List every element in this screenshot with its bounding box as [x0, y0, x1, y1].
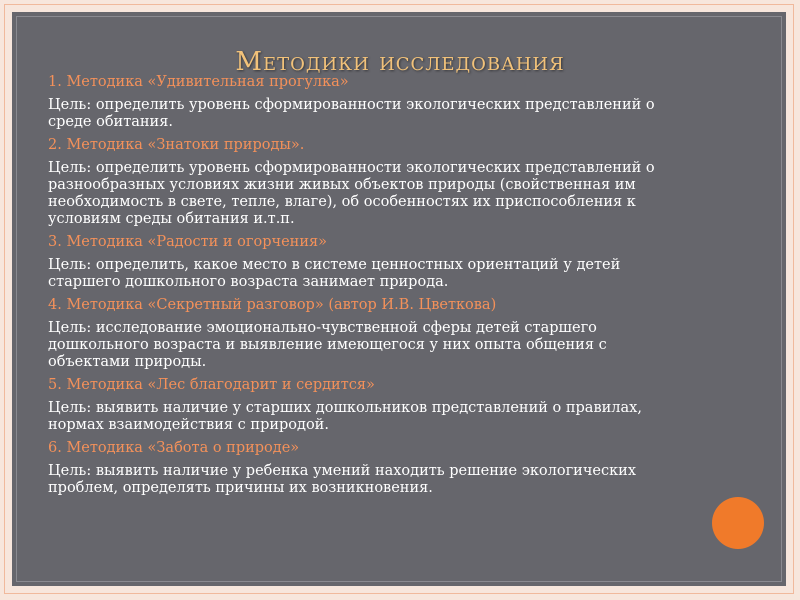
slide-title: Методики исследования: [235, 47, 565, 78]
method-heading-6: 6. Методика «Забота о природе»: [48, 440, 300, 456]
method-heading-1: 1. Методика «Удивительная прогулка»: [48, 74, 349, 90]
method-heading-4: 4. Методика «Секретный разговор» (автор И.В. Цветкова): [48, 297, 497, 313]
method-heading-2: 2. Методика «Знатоки природы».: [48, 137, 305, 153]
method-goal-1: Цель: определить уровень сформированности экологических представлений о среде обитания.: [48, 97, 655, 130]
method-heading-5: 5. Методика «Лес благодарит и сердится»: [48, 377, 375, 393]
method-heading-3: 3. Методика «Радости и огорчения»: [48, 234, 328, 250]
method-goal-6: Цель: выявить наличие у ребенка умений находить решение экологических проблем, определять причины их возникновения.: [48, 463, 637, 496]
method-goal-2: Цель: определить уровень сформированности экологических представлений о разнообразных условиях жизни живых объектов природы (свойственная им необходимость в свете, тепле, влаге), об особенностях их приспособления к условиям среды обитания и.т.п.: [48, 160, 655, 227]
method-goal-5: Цель: выявить наличие у старших дошкольников представлений о правилах, нормах взаимодействия с природой.: [48, 400, 642, 433]
decorative-circle-icon: [712, 497, 764, 549]
method-goal-3: Цель: определить, какое место в системе ценностных ориентаций у детей старшего дошкольного возраста занимает природа.: [48, 257, 621, 290]
method-list: [48, 74, 688, 503]
method-goal-4: Цель: исследование эмоционально-чувственной сферы детей старшего дошкольного возраста и выявление имеющегося у них опыта общения с объектами природы.: [48, 320, 607, 370]
